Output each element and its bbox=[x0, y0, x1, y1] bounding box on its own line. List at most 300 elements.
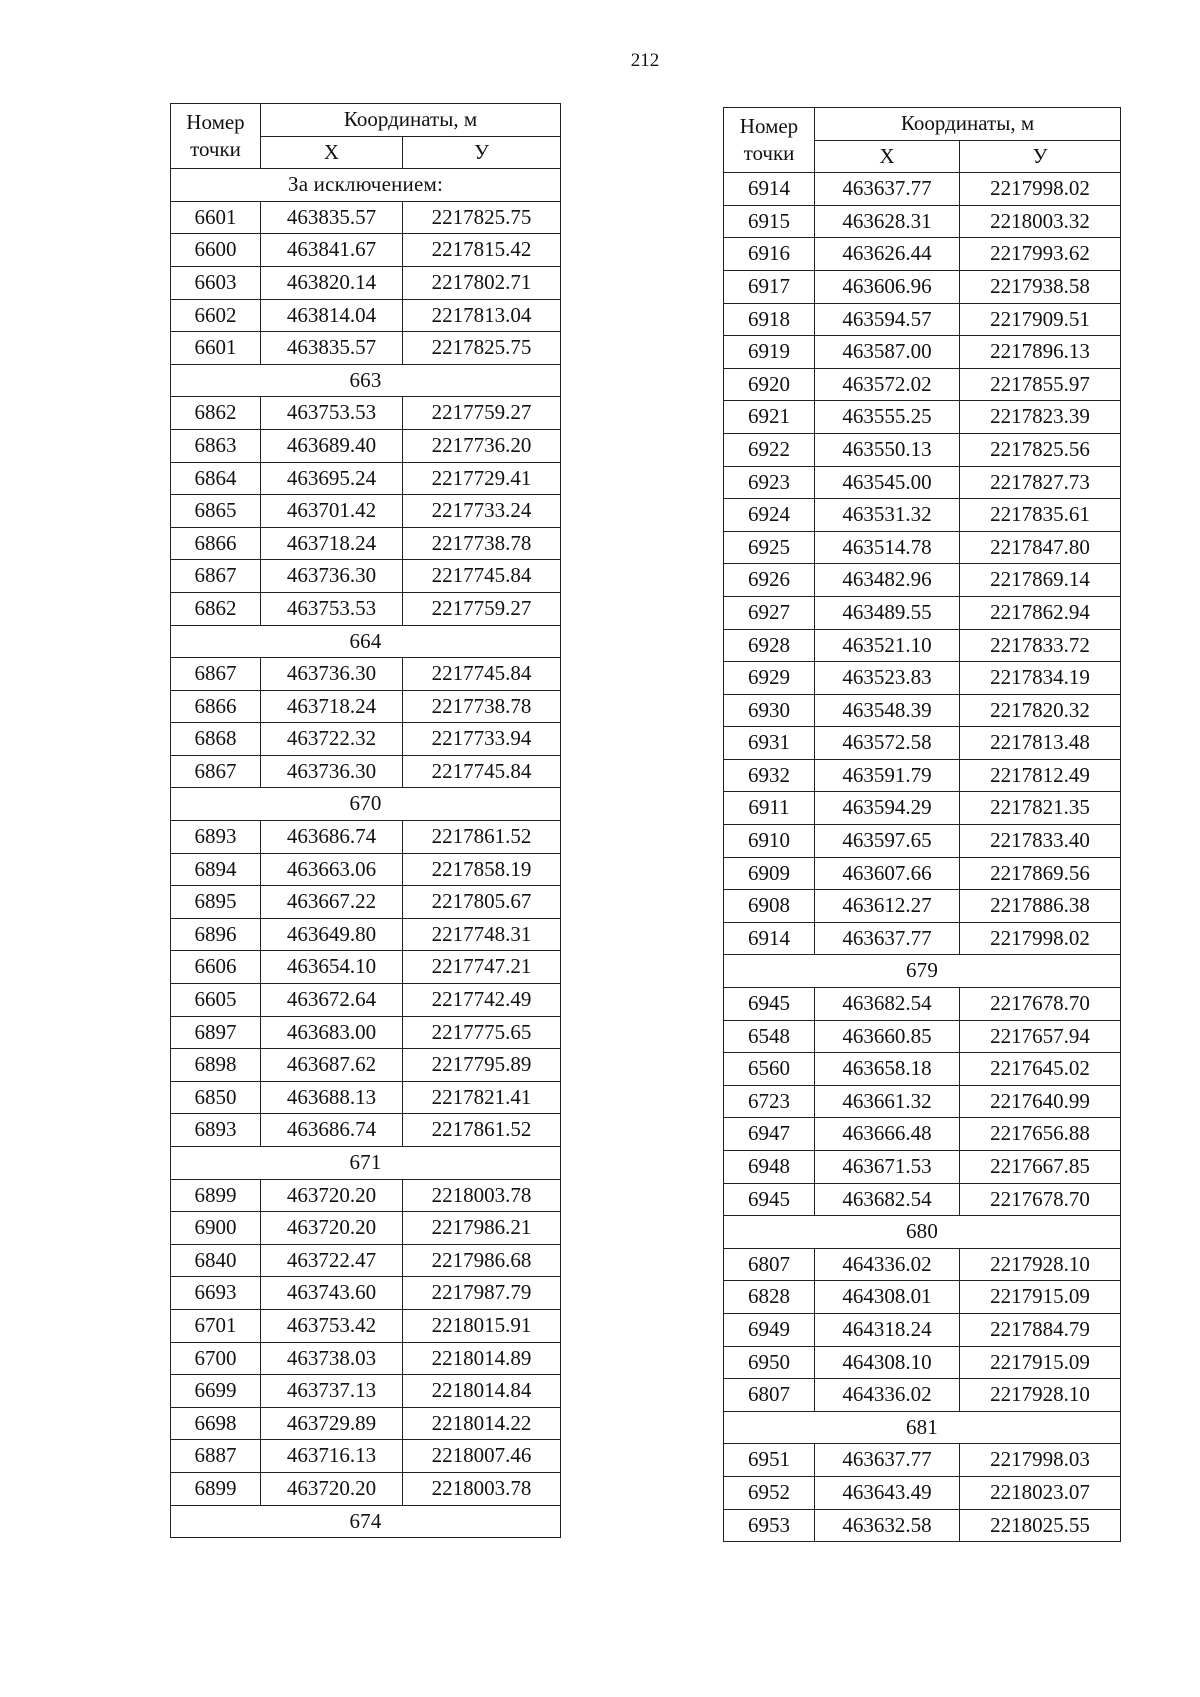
x-coordinate-cell: 463716.13 bbox=[261, 1440, 403, 1473]
y-coordinate-cell: 2217825.56 bbox=[960, 433, 1121, 466]
x-coordinate-cell: 463683.00 bbox=[261, 1016, 403, 1049]
table-row bbox=[171, 1212, 561, 1245]
table-row bbox=[171, 397, 561, 430]
point-number-cell: 6929 bbox=[724, 662, 815, 695]
x-coordinate-cell: 463521.10 bbox=[815, 629, 960, 662]
x-header: Х bbox=[261, 136, 403, 169]
x-coordinate-cell: 463753.53 bbox=[261, 592, 403, 625]
y-coordinate-cell: 2217742.49 bbox=[403, 984, 561, 1017]
x-coordinate-cell: 463687.62 bbox=[261, 1049, 403, 1082]
table-row bbox=[724, 270, 1121, 303]
point-number-cell: 6862 bbox=[171, 592, 261, 625]
x-coordinate-cell: 463736.30 bbox=[261, 755, 403, 788]
y-header: У bbox=[403, 136, 561, 169]
y-coordinate-cell: 2218014.84 bbox=[403, 1375, 561, 1408]
x-coordinate-cell: 464308.10 bbox=[815, 1346, 960, 1379]
y-coordinate-cell: 2217745.84 bbox=[403, 755, 561, 788]
table-row bbox=[724, 1346, 1121, 1379]
point-number-cell: 6868 bbox=[171, 723, 261, 756]
x-coordinate-cell: 463720.20 bbox=[261, 1212, 403, 1245]
table-row bbox=[724, 1313, 1121, 1346]
table-row bbox=[724, 1476, 1121, 1509]
table-row bbox=[171, 853, 561, 886]
table-row bbox=[724, 1020, 1121, 1053]
section-row bbox=[724, 1411, 1121, 1444]
table-row bbox=[171, 1049, 561, 1082]
point-number-cell: 6920 bbox=[724, 368, 815, 401]
point-number-cell: 6867 bbox=[171, 658, 261, 691]
point-number-header-line1: Номер bbox=[739, 114, 799, 139]
y-coordinate-cell: 2217813.04 bbox=[403, 299, 561, 332]
section-row bbox=[724, 1216, 1121, 1249]
point-number-cell: 6947 bbox=[724, 1118, 815, 1151]
y-coordinate-cell: 2217858.19 bbox=[403, 853, 561, 886]
y-coordinate-cell: 2217678.70 bbox=[960, 988, 1121, 1021]
x-coordinate-cell: 463637.77 bbox=[815, 922, 960, 955]
point-number-cell: 6897 bbox=[171, 1016, 261, 1049]
y-coordinate-cell: 2217745.84 bbox=[403, 658, 561, 691]
table-row bbox=[171, 429, 561, 462]
point-number-cell: 6923 bbox=[724, 466, 815, 499]
y-coordinate-cell: 2217759.27 bbox=[403, 397, 561, 430]
point-number-cell: 6908 bbox=[724, 890, 815, 923]
x-coordinate-cell: 463729.89 bbox=[261, 1407, 403, 1440]
x-coordinate-cell: 463682.54 bbox=[815, 988, 960, 1021]
point-number-cell: 6917 bbox=[724, 270, 815, 303]
point-number-cell: 6915 bbox=[724, 205, 815, 238]
y-coordinate-cell: 2217833.72 bbox=[960, 629, 1121, 662]
x-coordinate-cell: 463718.24 bbox=[261, 527, 403, 560]
y-coordinate-cell: 2217861.52 bbox=[403, 821, 561, 854]
x-coordinate-cell: 463606.96 bbox=[815, 270, 960, 303]
y-coordinate-cell: 2217847.80 bbox=[960, 531, 1121, 564]
x-coordinate-cell: 463695.24 bbox=[261, 462, 403, 495]
y-coordinate-cell: 2217835.61 bbox=[960, 499, 1121, 532]
x-coordinate-cell: 463637.77 bbox=[815, 173, 960, 206]
table-row bbox=[724, 662, 1121, 695]
table-row bbox=[724, 466, 1121, 499]
section-row bbox=[171, 625, 561, 658]
point-number-header-line2: точки bbox=[743, 141, 795, 166]
table-row bbox=[171, 462, 561, 495]
point-number-cell: 6914 bbox=[724, 922, 815, 955]
point-number-cell: 6828 bbox=[724, 1281, 815, 1314]
coordinates-header: Координаты, м bbox=[815, 108, 1121, 141]
x-coordinate-cell: 464308.01 bbox=[815, 1281, 960, 1314]
point-number-cell: 6893 bbox=[171, 821, 261, 854]
point-number-cell: 6864 bbox=[171, 462, 261, 495]
point-number-cell: 6950 bbox=[724, 1346, 815, 1379]
y-coordinate-cell: 2217745.84 bbox=[403, 560, 561, 593]
y-coordinate-cell: 2217738.78 bbox=[403, 527, 561, 560]
y-coordinate-cell: 2217987.79 bbox=[403, 1277, 561, 1310]
section-label: 674 bbox=[171, 1505, 561, 1538]
table-row bbox=[171, 527, 561, 560]
x-coordinate-cell: 463572.02 bbox=[815, 368, 960, 401]
point-number-cell: 6924 bbox=[724, 499, 815, 532]
point-number-header bbox=[171, 104, 261, 169]
x-coordinate-cell: 463643.49 bbox=[815, 1476, 960, 1509]
point-number-cell: 6560 bbox=[724, 1053, 815, 1086]
x-coordinate-cell: 463672.64 bbox=[261, 984, 403, 1017]
y-coordinate-cell: 2217915.09 bbox=[960, 1346, 1121, 1379]
x-coordinate-cell: 463591.79 bbox=[815, 759, 960, 792]
x-coordinate-cell: 463722.32 bbox=[261, 723, 403, 756]
x-coordinate-cell: 463753.53 bbox=[261, 397, 403, 430]
x-coordinate-cell: 463701.42 bbox=[261, 495, 403, 528]
x-coordinate-cell: 463835.57 bbox=[261, 332, 403, 365]
section-label: За исключением: bbox=[171, 169, 561, 202]
x-header: Х bbox=[815, 140, 960, 173]
y-coordinate-cell: 2217993.62 bbox=[960, 238, 1121, 271]
table-row bbox=[724, 1281, 1121, 1314]
x-coordinate-cell: 463545.00 bbox=[815, 466, 960, 499]
section-label: 670 bbox=[171, 788, 561, 821]
table-row bbox=[724, 825, 1121, 858]
point-number-header bbox=[724, 108, 815, 173]
table-row bbox=[171, 1440, 561, 1473]
y-coordinate-cell: 2217805.67 bbox=[403, 886, 561, 919]
point-number-cell: 6911 bbox=[724, 792, 815, 825]
x-coordinate-cell: 463671.53 bbox=[815, 1151, 960, 1184]
x-coordinate-cell: 463572.58 bbox=[815, 727, 960, 760]
table-row bbox=[724, 694, 1121, 727]
y-coordinate-cell: 2217869.56 bbox=[960, 857, 1121, 890]
x-coordinate-cell: 463686.74 bbox=[261, 1114, 403, 1147]
y-coordinate-cell: 2217825.75 bbox=[403, 332, 561, 365]
x-coordinate-cell: 463612.27 bbox=[815, 890, 960, 923]
table-row bbox=[171, 1407, 561, 1440]
x-coordinate-cell: 463482.96 bbox=[815, 564, 960, 597]
table-row bbox=[171, 951, 561, 984]
y-coordinate-cell: 2217915.09 bbox=[960, 1281, 1121, 1314]
table-row bbox=[171, 690, 561, 723]
y-coordinate-cell: 2218014.22 bbox=[403, 1407, 561, 1440]
y-coordinate-cell: 2217813.48 bbox=[960, 727, 1121, 760]
table-row bbox=[724, 1379, 1121, 1412]
point-number-cell: 6865 bbox=[171, 495, 261, 528]
point-number-cell: 6894 bbox=[171, 853, 261, 886]
x-coordinate-cell: 463594.57 bbox=[815, 303, 960, 336]
x-coordinate-cell: 463841.67 bbox=[261, 234, 403, 267]
table-row bbox=[171, 495, 561, 528]
y-coordinate-cell: 2217820.32 bbox=[960, 694, 1121, 727]
point-number-cell: 6693 bbox=[171, 1277, 261, 1310]
x-coordinate-cell: 463736.30 bbox=[261, 560, 403, 593]
point-number-cell: 6900 bbox=[171, 1212, 261, 1245]
point-number-cell: 6926 bbox=[724, 564, 815, 597]
y-coordinate-cell: 2217759.27 bbox=[403, 592, 561, 625]
header-row bbox=[724, 108, 1121, 141]
y-coordinate-cell: 2217938.58 bbox=[960, 270, 1121, 303]
y-coordinate-cell: 2217802.71 bbox=[403, 266, 561, 299]
point-number-cell: 6918 bbox=[724, 303, 815, 336]
point-number-cell: 6896 bbox=[171, 918, 261, 951]
table-row bbox=[724, 238, 1121, 271]
y-header: У bbox=[960, 140, 1121, 173]
table-row bbox=[171, 1114, 561, 1147]
x-coordinate-cell: 463654.10 bbox=[261, 951, 403, 984]
y-coordinate-cell: 2217986.68 bbox=[403, 1244, 561, 1277]
table-row bbox=[724, 1085, 1121, 1118]
section-label: 680 bbox=[724, 1216, 1121, 1249]
x-coordinate-cell: 463820.14 bbox=[261, 266, 403, 299]
y-coordinate-cell: 2217825.75 bbox=[403, 201, 561, 234]
table-row bbox=[724, 792, 1121, 825]
coordinates-header: Координаты, м bbox=[261, 104, 561, 137]
table-row bbox=[724, 564, 1121, 597]
x-coordinate-cell: 464336.02 bbox=[815, 1379, 960, 1412]
section-row bbox=[171, 1147, 561, 1180]
table-row bbox=[724, 1444, 1121, 1477]
y-coordinate-cell: 2217834.19 bbox=[960, 662, 1121, 695]
y-coordinate-cell: 2218003.78 bbox=[403, 1472, 561, 1505]
header-row bbox=[171, 104, 561, 137]
x-coordinate-cell: 463649.80 bbox=[261, 918, 403, 951]
point-number-cell: 6866 bbox=[171, 527, 261, 560]
y-coordinate-cell: 2217678.70 bbox=[960, 1183, 1121, 1216]
table-row bbox=[171, 1179, 561, 1212]
table-row bbox=[724, 988, 1121, 1021]
y-coordinate-cell: 2217827.73 bbox=[960, 466, 1121, 499]
x-coordinate-cell: 463660.85 bbox=[815, 1020, 960, 1053]
x-coordinate-cell: 463658.18 bbox=[815, 1053, 960, 1086]
point-number-cell: 6867 bbox=[171, 755, 261, 788]
y-coordinate-cell: 2217733.24 bbox=[403, 495, 561, 528]
y-coordinate-cell: 2217909.51 bbox=[960, 303, 1121, 336]
table-row bbox=[171, 1244, 561, 1277]
y-coordinate-cell: 2217747.21 bbox=[403, 951, 561, 984]
y-coordinate-cell: 2218003.32 bbox=[960, 205, 1121, 238]
section-label: 679 bbox=[724, 955, 1121, 988]
point-number-cell: 6548 bbox=[724, 1020, 815, 1053]
y-coordinate-cell: 2217998.02 bbox=[960, 922, 1121, 955]
section-row bbox=[171, 788, 561, 821]
table-row bbox=[171, 984, 561, 1017]
point-number-cell: 6928 bbox=[724, 629, 815, 662]
point-number-cell: 6921 bbox=[724, 401, 815, 434]
point-number-cell: 6927 bbox=[724, 596, 815, 629]
table-row bbox=[724, 303, 1121, 336]
table-row bbox=[724, 205, 1121, 238]
table-row bbox=[171, 1081, 561, 1114]
table-row bbox=[171, 755, 561, 788]
x-coordinate-cell: 463743.60 bbox=[261, 1277, 403, 1310]
point-number-cell: 6600 bbox=[171, 234, 261, 267]
point-number-cell: 6601 bbox=[171, 332, 261, 365]
point-number-cell: 6945 bbox=[724, 1183, 815, 1216]
table-row bbox=[171, 266, 561, 299]
x-coordinate-cell: 463632.58 bbox=[815, 1509, 960, 1542]
table-row bbox=[171, 821, 561, 854]
y-coordinate-cell: 2217736.20 bbox=[403, 429, 561, 462]
point-number-cell: 6602 bbox=[171, 299, 261, 332]
table-row bbox=[724, 759, 1121, 792]
table-row bbox=[171, 1472, 561, 1505]
point-number-cell: 6909 bbox=[724, 857, 815, 890]
point-number-cell: 6887 bbox=[171, 1440, 261, 1473]
y-coordinate-cell: 2218007.46 bbox=[403, 1440, 561, 1473]
y-coordinate-cell: 2217733.94 bbox=[403, 723, 561, 756]
y-coordinate-cell: 2217821.41 bbox=[403, 1081, 561, 1114]
point-number-cell: 6952 bbox=[724, 1476, 815, 1509]
point-number-cell: 6916 bbox=[724, 238, 815, 271]
section-label: 664 bbox=[171, 625, 561, 658]
point-number-cell: 6862 bbox=[171, 397, 261, 430]
table-row bbox=[171, 592, 561, 625]
x-coordinate-cell: 463626.44 bbox=[815, 238, 960, 271]
point-number-cell: 6601 bbox=[171, 201, 261, 234]
point-number-cell: 6899 bbox=[171, 1472, 261, 1505]
y-coordinate-cell: 2217823.39 bbox=[960, 401, 1121, 434]
y-coordinate-cell: 2217748.31 bbox=[403, 918, 561, 951]
x-coordinate-cell: 463523.83 bbox=[815, 662, 960, 695]
x-coordinate-cell: 463736.30 bbox=[261, 658, 403, 691]
x-coordinate-cell: 463661.32 bbox=[815, 1085, 960, 1118]
y-coordinate-cell: 2217928.10 bbox=[960, 1248, 1121, 1281]
point-number-cell: 6945 bbox=[724, 988, 815, 1021]
x-coordinate-cell: 463594.29 bbox=[815, 792, 960, 825]
table-row bbox=[724, 1183, 1121, 1216]
table-row bbox=[171, 1342, 561, 1375]
y-coordinate-cell: 2217640.99 bbox=[960, 1085, 1121, 1118]
x-coordinate-cell: 464336.02 bbox=[815, 1248, 960, 1281]
point-number-cell: 6893 bbox=[171, 1114, 261, 1147]
y-coordinate-cell: 2218023.07 bbox=[960, 1476, 1121, 1509]
table-row bbox=[724, 1509, 1121, 1542]
x-coordinate-cell: 463555.25 bbox=[815, 401, 960, 434]
x-coordinate-cell: 463628.31 bbox=[815, 205, 960, 238]
table-row bbox=[724, 336, 1121, 369]
table-row bbox=[724, 368, 1121, 401]
table-row bbox=[171, 201, 561, 234]
x-coordinate-cell: 463597.65 bbox=[815, 825, 960, 858]
y-coordinate-cell: 2217833.40 bbox=[960, 825, 1121, 858]
section-label: 681 bbox=[724, 1411, 1121, 1444]
y-coordinate-cell: 2217729.41 bbox=[403, 462, 561, 495]
table-row bbox=[171, 1277, 561, 1310]
y-coordinate-cell: 2217795.89 bbox=[403, 1049, 561, 1082]
table-row bbox=[724, 499, 1121, 532]
y-coordinate-cell: 2217869.14 bbox=[960, 564, 1121, 597]
x-coordinate-cell: 463666.48 bbox=[815, 1118, 960, 1151]
table-row bbox=[724, 890, 1121, 923]
table-body-left bbox=[171, 169, 561, 1538]
point-number-cell: 6953 bbox=[724, 1509, 815, 1542]
x-coordinate-cell: 463667.22 bbox=[261, 886, 403, 919]
point-number-cell: 6807 bbox=[724, 1248, 815, 1281]
y-coordinate-cell: 2217667.85 bbox=[960, 1151, 1121, 1184]
x-coordinate-cell: 463738.03 bbox=[261, 1342, 403, 1375]
table-row bbox=[171, 299, 561, 332]
point-number-cell: 6932 bbox=[724, 759, 815, 792]
x-coordinate-cell: 463531.32 bbox=[815, 499, 960, 532]
table-row bbox=[171, 723, 561, 756]
section-row bbox=[724, 955, 1121, 988]
table-row bbox=[171, 918, 561, 951]
coordinates-table-right bbox=[723, 107, 1121, 1542]
x-coordinate-cell: 463587.00 bbox=[815, 336, 960, 369]
y-coordinate-cell: 2217986.21 bbox=[403, 1212, 561, 1245]
y-coordinate-cell: 2218003.78 bbox=[403, 1179, 561, 1212]
y-coordinate-cell: 2217775.65 bbox=[403, 1016, 561, 1049]
x-coordinate-cell: 463720.20 bbox=[261, 1472, 403, 1505]
table-row bbox=[171, 332, 561, 365]
point-number-cell: 6914 bbox=[724, 173, 815, 206]
table-row bbox=[724, 922, 1121, 955]
y-coordinate-cell: 2217862.94 bbox=[960, 596, 1121, 629]
x-coordinate-cell: 463686.74 bbox=[261, 821, 403, 854]
table-row bbox=[171, 1016, 561, 1049]
y-coordinate-cell: 2218015.91 bbox=[403, 1309, 561, 1342]
y-coordinate-cell: 2218014.89 bbox=[403, 1342, 561, 1375]
x-coordinate-cell: 463607.66 bbox=[815, 857, 960, 890]
point-number-cell: 6910 bbox=[724, 825, 815, 858]
section-row bbox=[171, 1505, 561, 1538]
table-row bbox=[724, 1118, 1121, 1151]
table-row bbox=[724, 401, 1121, 434]
page-number: 212 bbox=[630, 50, 660, 71]
point-number-cell: 6605 bbox=[171, 984, 261, 1017]
section-row bbox=[171, 364, 561, 397]
table-row bbox=[171, 560, 561, 593]
x-coordinate-cell: 463663.06 bbox=[261, 853, 403, 886]
x-coordinate-cell: 463737.13 bbox=[261, 1375, 403, 1408]
x-coordinate-cell: 463689.40 bbox=[261, 429, 403, 462]
x-coordinate-cell: 463688.13 bbox=[261, 1081, 403, 1114]
table-row bbox=[171, 658, 561, 691]
table-row bbox=[171, 886, 561, 919]
y-coordinate-cell: 2218025.55 bbox=[960, 1509, 1121, 1542]
table-body-right bbox=[724, 173, 1121, 1542]
y-coordinate-cell: 2217656.88 bbox=[960, 1118, 1121, 1151]
y-coordinate-cell: 2217855.97 bbox=[960, 368, 1121, 401]
table-row bbox=[724, 1151, 1121, 1184]
y-coordinate-cell: 2217815.42 bbox=[403, 234, 561, 267]
section-label: 663 bbox=[171, 364, 561, 397]
point-number-cell: 6603 bbox=[171, 266, 261, 299]
point-number-cell: 6723 bbox=[724, 1085, 815, 1118]
table-row bbox=[724, 1248, 1121, 1281]
point-number-cell: 6951 bbox=[724, 1444, 815, 1477]
y-coordinate-cell: 2217998.02 bbox=[960, 173, 1121, 206]
point-number-cell: 6866 bbox=[171, 690, 261, 723]
point-number-cell: 6863 bbox=[171, 429, 261, 462]
table-row bbox=[724, 433, 1121, 466]
point-number-cell: 6949 bbox=[724, 1313, 815, 1346]
point-number-cell: 6850 bbox=[171, 1081, 261, 1114]
x-coordinate-cell: 464318.24 bbox=[815, 1313, 960, 1346]
point-number-cell: 6930 bbox=[724, 694, 815, 727]
point-number-cell: 6899 bbox=[171, 1179, 261, 1212]
section-row bbox=[171, 169, 561, 202]
y-coordinate-cell: 2217738.78 bbox=[403, 690, 561, 723]
point-number-cell: 6919 bbox=[724, 336, 815, 369]
table-row bbox=[171, 234, 561, 267]
y-coordinate-cell: 2217657.94 bbox=[960, 1020, 1121, 1053]
point-number-cell: 6807 bbox=[724, 1379, 815, 1412]
x-coordinate-cell: 463637.77 bbox=[815, 1444, 960, 1477]
point-number-cell: 6867 bbox=[171, 560, 261, 593]
point-number-cell: 6701 bbox=[171, 1309, 261, 1342]
table-row bbox=[724, 531, 1121, 564]
x-coordinate-cell: 463718.24 bbox=[261, 690, 403, 723]
y-coordinate-cell: 2217812.49 bbox=[960, 759, 1121, 792]
x-coordinate-cell: 463835.57 bbox=[261, 201, 403, 234]
point-number-cell: 6931 bbox=[724, 727, 815, 760]
x-coordinate-cell: 463753.42 bbox=[261, 1309, 403, 1342]
x-coordinate-cell: 463550.13 bbox=[815, 433, 960, 466]
